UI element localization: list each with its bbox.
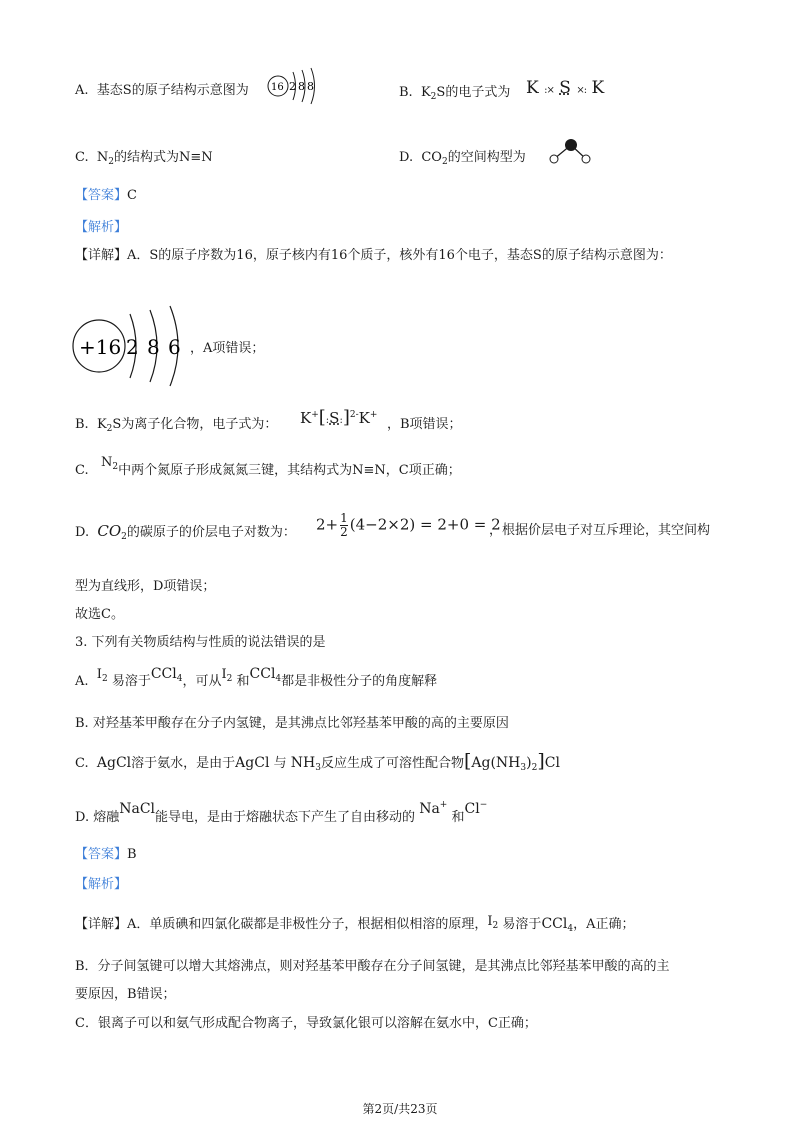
q2-detail-b-tail: ，B项错误； [387, 417, 462, 432]
sulfur-atom-diagram-small [266, 66, 326, 106]
shell-large-2: 8 [147, 335, 160, 359]
q2-option-d: D. $CO_2$的空间构型为 [399, 150, 526, 167]
shell-3: 8 [307, 80, 314, 93]
q3-option-c: C. AgCl溶于氨水，是由于AgCl 与 $NH_3$反应生成了可溶性配合物$[Ag(NH_3)_2]Cl$ [75, 750, 560, 773]
q2-conclusion: 故选C。 [75, 607, 124, 622]
q3-detail-b-line1: B．分子间氢键可以增大其熔沸点，则对羟基苯甲酸存在分子间氢键，是其沸点比邻羟基苯甲酸的高的主 [75, 959, 670, 974]
q3-stem: 3. 下列有关物质结构与性质的说法错误的是 [75, 635, 326, 650]
q2-detail-d-tail: ，根据价层电子对互斥理论，其空间构 [489, 523, 711, 538]
dot-pair-icon: ×: [576, 85, 587, 96]
k2s-covalent-dot-formula [526, 78, 604, 98]
k2s-ionic-formula: K+[:S:]$^{2-}$K+ [300, 407, 378, 428]
q3-detail-b-line2: 要原因，B错误； [75, 987, 176, 1002]
q2-detail-a-tail: ，A项错误； [190, 341, 265, 356]
shell-large-3: 6 [168, 335, 181, 359]
q3-option-b: B. 对羟基苯甲酸存在分子内氢键，是其沸点比邻羟基苯甲酸的高的主要原因 [75, 716, 509, 731]
q2-detail-a: 【详解】A．S的原子序数为16，原子核内有16个质子，核外有16个电子，基态S的原子结构示意图为： [75, 248, 672, 263]
dot-pair-icon: :× [544, 85, 554, 96]
q2-answer: 【答案】C [75, 188, 137, 203]
nucleus-label-large: +16 [79, 335, 122, 359]
bent-molecule-model-icon [546, 138, 596, 166]
q2-option-a: A. 基态S的原子结构示意图为 [75, 83, 249, 98]
q2-detail-d-line2: 型为直线形，D项错误； [75, 579, 216, 594]
q2-analysis-label: 【解析】 [75, 220, 128, 235]
dot-formula-k1: K [526, 78, 539, 98]
q3-option-d: D. 熔融NaCl能导电，是由于熔融状态下产生了自由移动的 Na+ 和Cl− [75, 800, 488, 825]
sulfur-atom-diagram-large [72, 306, 202, 386]
q2-option-b: B. $K_2S$的电子式为 [399, 85, 511, 102]
nucleus-label: 16 [271, 82, 284, 93]
page-footer: 第2页/共23页 [362, 1102, 438, 1116]
q2-detail-d: D. $CO_2$的碳原子的价层电子对数为： [75, 522, 296, 542]
q3-answer: 【答案】B [75, 847, 137, 862]
q3-option-a: A. $I_2$ 易溶于CCl$_4$，可从$I_2$ 和CCl$_4$都是非极性分子的角度解释 [75, 666, 438, 689]
q3-analysis-label: 【解析】 [75, 877, 128, 892]
dot-formula-s: S [559, 78, 571, 98]
q2-option-c: C. $N_2$的结构式为N≡N [75, 150, 213, 167]
shell-2: 8 [298, 80, 305, 93]
dot-formula-k2: K [591, 78, 605, 98]
shell-large-1: 2 [126, 335, 139, 359]
shell-1: 2 [289, 80, 296, 93]
q3-detail-c: C．银离子可以和氨气形成配合物离子，导致氯化银可以溶解在氨水中，C正确； [75, 1016, 537, 1031]
q2-detail-b: B. $K_2S$为离子化合物，电子式为： [75, 417, 278, 434]
q3-detail-a: 【详解】A．单质碘和四氯化碳都是非极性分子，根据相似相溶的原理，$I_2$ 易溶于CCl$_4$，A正确； [75, 914, 635, 934]
q2-detail-c: C. $N^2$中两个氮原子形成氮氮三键，其结构式为N≡N，C项正确； [75, 455, 461, 478]
vsepr-equation: 2+ $\frac{1}{2}$ (4−2×2) = 2+0 = 2 [316, 511, 501, 539]
